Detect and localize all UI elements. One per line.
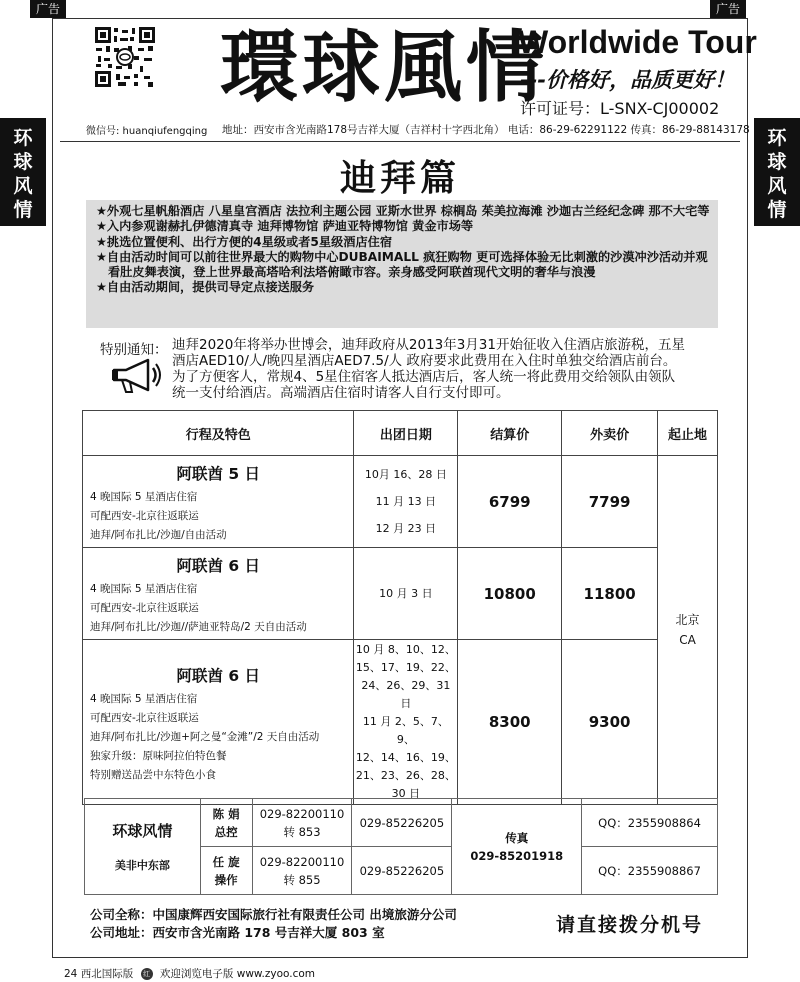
contact-dept: 美非中东部 [114,859,170,872]
settle-price: 8300 [458,640,562,805]
side-tab-char: 风 [13,175,33,197]
route-detail: 可配西安-北京往返联运 [90,602,199,614]
highlight-item: ★自由活动时间可以前往世界最大的购物中心DUBAIMALL 疯狂购物 更可选择体验无比刺激的沙漠冲沙活动并观看肚皮舞表演，登上世界最高塔哈利法塔俯瞰市容。亲身感受阿联酋现代文明的奢华与浪漫 [96,249,708,280]
table-row [83,640,718,805]
contact-tel2: 029-85226205 [352,847,452,895]
side-tab-char: 球 [13,151,33,173]
brand-english: Worldwide Tour [518,24,757,60]
contact-person-cell [200,847,252,895]
page-title: 迪拜篇 [339,157,460,199]
contact-row [85,799,718,847]
ad-tag-right: 广告 [710,0,746,18]
contact-ext: 转 853 [283,824,321,839]
route-cell [83,548,354,640]
contact-tel2: 029-85226205 [352,799,452,847]
origin-airline: CA [679,633,696,647]
fax-cell [452,799,582,895]
notice-line: 酒店AED10/人/晚四星酒店AED7.5/人 政府要求此费用在入住时单独交给酒店前台。 [172,353,677,369]
company-info [90,906,457,942]
departure-date: 11 月 13 日 [375,495,437,508]
contact-role: 操作 [214,872,238,887]
departure-date: 10 月 3 日 [379,586,433,600]
publisher-logo-icon: 红 [141,968,153,980]
fax-label: 传真 [505,830,529,845]
notice-label: 特别通知： [100,342,168,358]
col-header-route: 行程及特色 [83,411,354,456]
side-tab-char: 情 [13,199,33,221]
route-detail: 4 晚国际 5 星酒店住宿 [90,583,198,595]
table-row [83,548,718,640]
page-footer [64,966,315,981]
route-detail: 迪拜/阿布扎比/沙迦//萨迪亚特岛/2 天自由活动 [90,621,307,633]
license-number: 许可证号：L-SNX-CJ00002 [520,99,720,118]
contact-table [84,798,718,895]
side-tab-char: 球 [767,151,787,173]
col-header-retail-price: 外卖价 [562,411,658,456]
brand-title: 環球風情 [220,22,549,113]
route-detail: 特别赠送品尝中东特色小食 [90,768,216,781]
contact-name: 任 旋 [212,854,240,869]
highlight-item: ★外观七星帆船酒店 八星皇宫酒店 法拉利主题公园 亚斯水世界 棕榈岛 茱美拉海滩 沙迦古兰经纪念碑 那不大宅等 [96,204,710,218]
route-cell [83,640,354,805]
contact-qq: QQ：2355908864 [582,799,718,847]
fax-number: 029-85201918 [470,848,564,863]
contact-name: 陈 娟 [212,806,240,821]
notice-line: 迪拜2020年将举办世博会，迪拜政府从2013年3月31开始征收入住酒店旅游税，五星 [172,337,685,353]
dates-cell [354,640,458,805]
retail-price: 7799 [562,456,658,548]
header-divider [60,141,740,142]
highlights-list [96,204,716,296]
dial-extension-note: 请直接拨分机号 [556,914,704,936]
route-detail: 4 晚国际 5 星酒店住宿 [90,692,198,705]
side-tab-char: 环 [13,127,33,149]
contact-qq: QQ：2355908867 [582,847,718,895]
retail-price: 11800 [562,548,658,640]
contact-brand-cell [85,799,201,895]
qr-code-icon [94,26,156,88]
col-header-settle-price: 结算价 [458,411,562,456]
side-tab-char: 情 [767,199,787,221]
highlight-item: ★挑选位置便利、出行方便的4星级或者5星级酒店住宿 [96,234,393,249]
route-detail: 迪拜/阿布扎比/沙迦/自由活动 [90,529,227,541]
departure-date: 30 日 [391,787,421,800]
departure-date: 15、17、19、22、 [355,661,456,674]
table-header-row [83,411,718,456]
notice-line: 统一支付给酒店。高端酒店住宿时请客人自行支付即可。 [172,385,510,401]
contact-phone-cell [252,847,352,895]
departure-date: 10 月 8、10、12、 [355,643,456,656]
departure-date: 12、14、16、19、 [355,751,456,764]
megaphone-icon [108,356,162,396]
departure-date: 11 月 2、5、7、9、 [362,715,449,746]
route-name: 阿联酋 5 日 [176,465,261,483]
side-tab-char: 环 [767,127,787,149]
departure-date: 24、26、29、31 日 [361,679,451,710]
retail-price: 9300 [562,640,658,805]
route-detail: 可配西安-北京往返联运 [90,711,199,724]
agency-address: 地址：西安市含光南路178号吉祥大厦（吉祥村十字西北角） 电话：86-29-62291122 传真：86-29-88143178 [222,124,750,136]
col-header-dates: 出团日期 [354,411,458,456]
departure-date: 21、23、26、28、 [355,769,456,782]
departure-date: 12 月 23 日 [375,522,437,535]
contact-ext: 转 855 [283,872,321,887]
settle-price: 10800 [458,548,562,640]
slogan: ---价格好，品质更好！ [520,68,736,92]
departure-date: 10月 16、28 日 [364,468,447,481]
footer-website: 欢迎浏览电子版 www.zyoo.com [159,968,316,980]
tour-table [82,410,718,805]
notice-line: 为了方便客人，常规4、5星住宿客人抵达酒店后，客人统一将此费用交给领队由领队 [172,369,676,385]
route-detail: 可配西安-北京往返联运 [90,510,199,522]
contact-phone: 029-82200110 [259,806,345,821]
route-detail: 4 晚国际 5 星酒店住宿 [90,491,198,503]
table-row [83,456,718,548]
origin-city: 北京 [675,613,700,627]
route-detail: 迪拜/阿布扎比/沙迦+阿之曼“金滩”/2 天自由活动 [90,730,320,743]
settle-price: 6799 [458,456,562,548]
col-header-origin: 起止地 [658,411,718,456]
page-number: 24 [64,968,78,980]
contact-role: 总控 [214,824,238,839]
highlight-item: ★入内参观谢赫扎伊德清真寺 迪拜博物馆 萨迪亚特博物馆 黄金市场等 [96,219,474,234]
dates-cell [354,548,458,640]
origin-cell [658,456,718,805]
edition-name: 西北国际版 [80,968,134,980]
route-cell [83,456,354,548]
side-tab-char: 风 [767,175,787,197]
contact-person-cell [200,799,252,847]
notice-text [172,337,732,401]
contact-brand: 环球风情 [112,822,173,840]
dates-cell [354,456,458,548]
highlight-item: ★自由活动期间，提供司导定点接送服务 [96,280,315,295]
ad-tag-left: 广告 [30,0,66,18]
route-name: 阿联酋 6 日 [176,557,261,575]
wechat-id: 微信号: huanqiufengqing [86,126,208,137]
company-address: 公司地址：西安市含光南路 178 号吉祥大厦 803 室 [90,925,385,940]
route-detail: 独家升级：原味阿拉伯特色餐 [90,749,227,762]
contact-phone-cell [252,799,352,847]
route-name: 阿联酋 6 日 [176,666,261,685]
company-name: 公司全称：中国康辉西安国际旅行社有限责任公司 出境旅游分公司 [90,907,457,922]
contact-phone: 029-82200110 [259,854,345,869]
